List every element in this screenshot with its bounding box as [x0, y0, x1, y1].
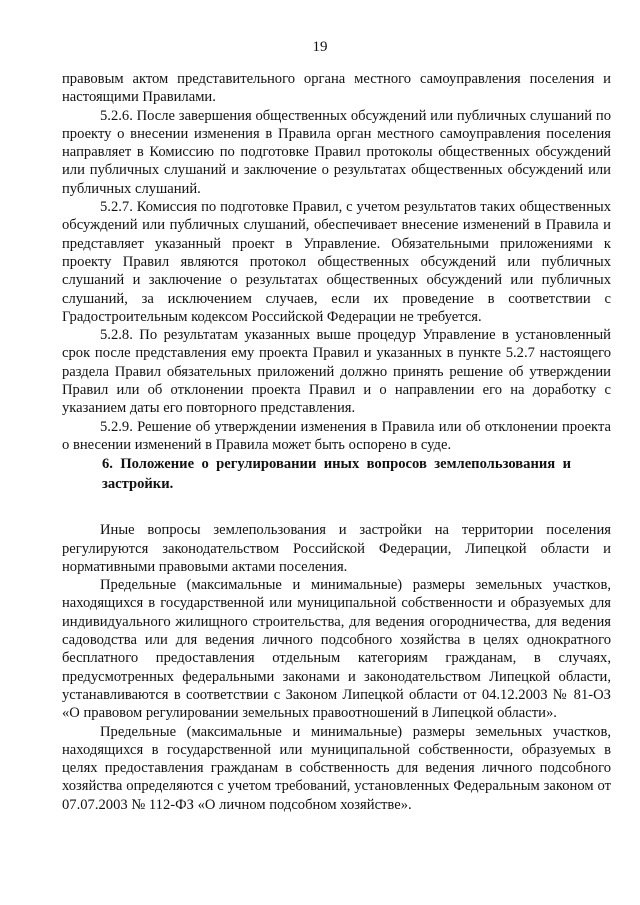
paragraph-5-2-9: 5.2.9. Решение об утверждении изменения в Правила или об отклонении проекта о внесении изменений в Правила может быть оспорено в суде. [62, 418, 611, 453]
section-6-heading: 6. Положение о регулировании иных вопросов землепользования и застройки. [102, 456, 571, 493]
page-number: 19 [312, 39, 328, 55]
document-body [62, 70, 611, 814]
paragraph-continuation: правовым актом представительного органа местного самоуправления поселения и настоящими Правилами. [62, 71, 611, 106]
section-6-paragraph-3: Предельные (максимальные и минимальные) размеры земельных участков, находящихся в государственной или муниципальной собственности, образуемых в целях предоставления гражданам в собственность для ведения личного подсобного хозяйства определяются с учетом требований, установленных Федеральным законом от 07.07.2003 № 112-ФЗ «О личном подсобном хозяйстве». [62, 723, 611, 813]
section-6-paragraph-2: Предельные (максимальные и минимальные) размеры земельных участков, находящихся в государственной или муниципальной собственности и образуемых для индивидуального жилищного строительства, для ведения огородничества, для ведения садоводства или для ведения личного подсобного хозяйства в целях однократного бесплатного предоставления отдельным категориям гражданам, в случаях, предусмотренных федеральными законами и законодательством Липецкой области, устанавливаются в соответствии с Законом Липецкой области от 04.12.2003 № 81-ОЗ «О правовом регулировании земельных правоотношений в Липецкой области». [62, 577, 611, 722]
section-spacer [62, 494, 611, 521]
section-6-paragraph-1: Иные вопросы землепользования и застройки на территории поселения регулируются законодательством Российской Федерации, Липецкой области и нормативными правовыми актами поселения. [62, 522, 611, 575]
paragraph-5-2-6: 5.2.6. После завершения общественных обсуждений или публичных слушаний по проекту о внесении изменения в Правила орган местного самоуправления поселения направляет в Комиссию по подготовке Правил протоколы общественных обсуждений или публичных слушаний и заключение о результатах общественных обсуждений или публичных слушаний. [62, 107, 611, 197]
paragraph-5-2-8: 5.2.8. По результатам указанных выше процедур Управление в установленный срок после представления ему проекта Правил и указанных в пункте 5.2.7 настоящего раздела Правил обязательных приложений должно принять решение об утверждении Правил или об отклонении проекта Правил и о направлении его на доработку с указанием даты его повторного представления. [62, 327, 611, 417]
paragraph-5-2-7: 5.2.7. Комиссия по подготовке Правил, с учетом результатов таких общественных обсуждений или публичных слушаний, обеспечивает внесение изменений в Правила и представляет указанный проект в Управление. Обязательными приложениями к проекту Правил являются протокол общественных обсуждений или публичных слушаний и заключение о результатах общественных обсуждений или публичных слушаний, за исключением случаев, если их проведение в соответствии с Градостроительным кодексом Российской Федерации не требуется. [62, 199, 611, 325]
